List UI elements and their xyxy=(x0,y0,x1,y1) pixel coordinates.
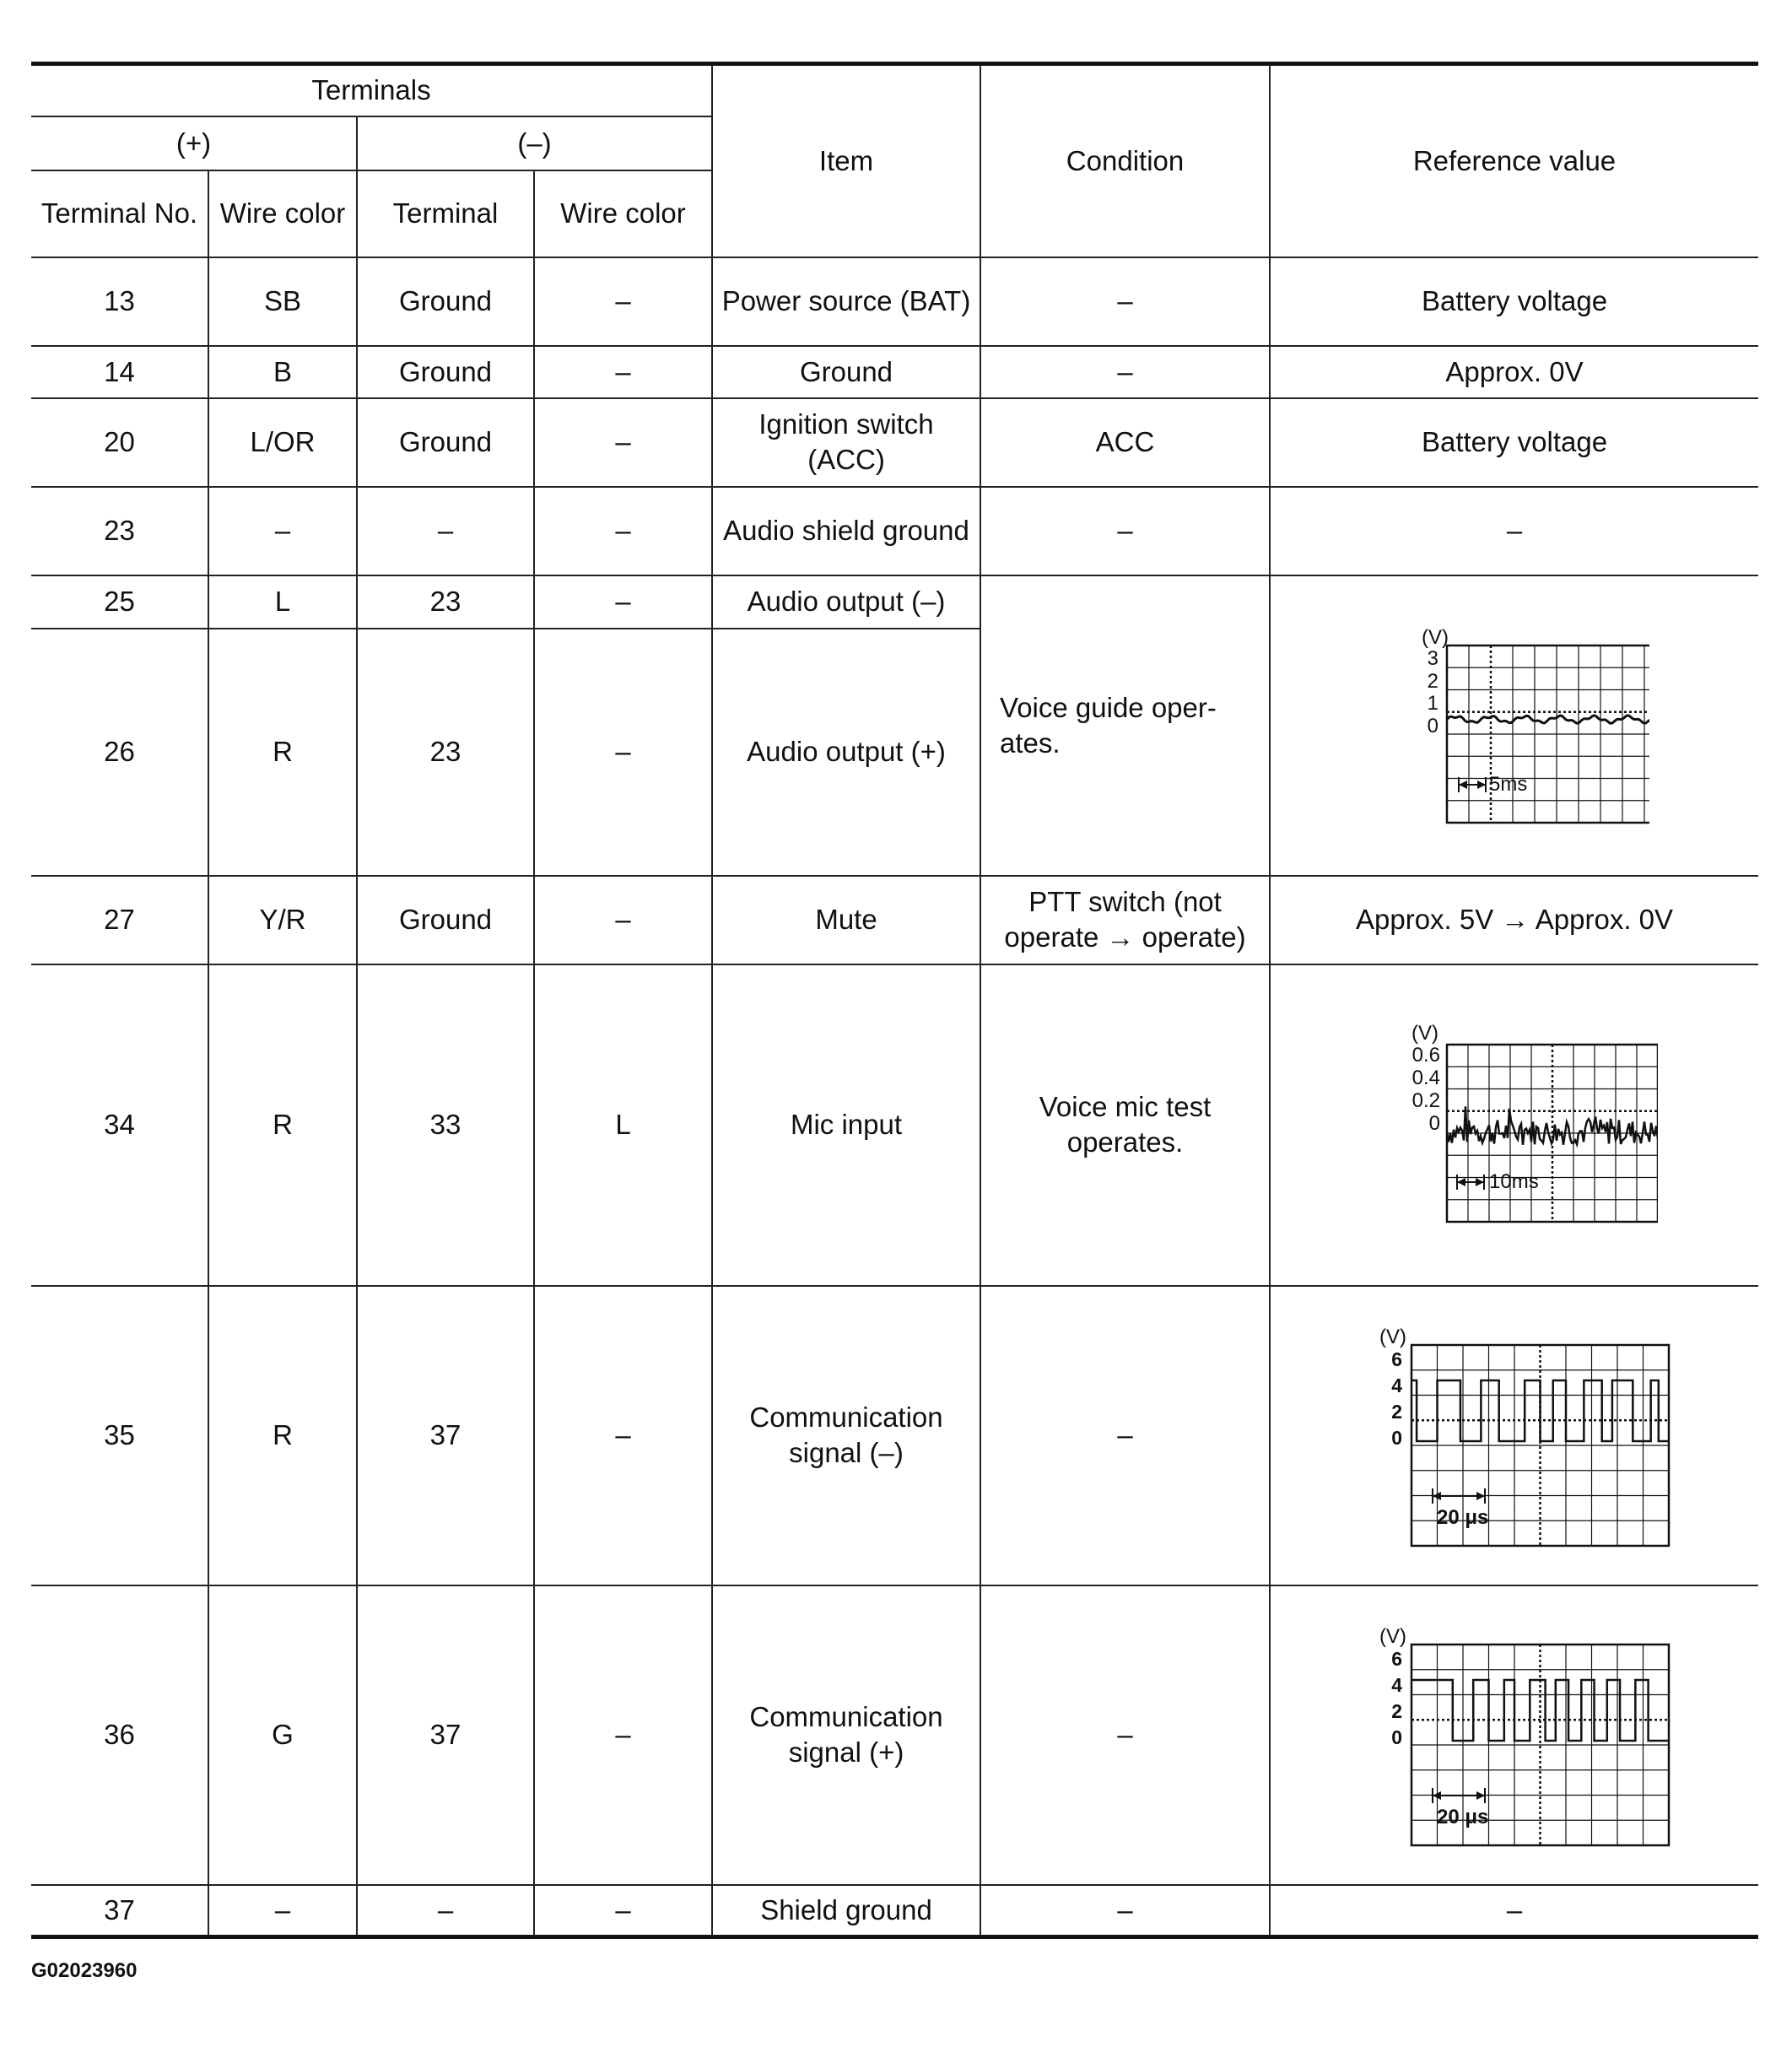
neg-terminal: – xyxy=(357,1885,534,1937)
terminal-no: 35 xyxy=(31,1286,208,1585)
neg-terminal: Ground xyxy=(357,876,534,964)
arrow-head xyxy=(1476,1492,1485,1500)
header-terminal: Terminal xyxy=(357,170,534,257)
neg-terminal: 33 xyxy=(357,964,534,1286)
arrow-head xyxy=(1457,1178,1465,1186)
item: Shield ground xyxy=(712,1885,980,1937)
terminal-no: 25 xyxy=(31,575,208,629)
reference-waveform-cell xyxy=(1270,1286,1758,1585)
waveform-y-tick: 2 xyxy=(1391,1401,1403,1423)
audio-signal-trace xyxy=(1447,715,1649,722)
reference-waveform-cell xyxy=(1270,964,1758,1286)
reference-value: Battery voltage xyxy=(1270,257,1758,346)
condition: Voice guide oper-ates. xyxy=(980,575,1270,876)
arrow-head xyxy=(1477,780,1486,789)
reference-value: Approx. 0V xyxy=(1270,346,1758,398)
waveform-y-tick: 0 xyxy=(1427,714,1439,737)
neg-wire-color: – xyxy=(534,629,712,876)
audio-output-waveform xyxy=(1379,620,1649,831)
header-plus: (+) xyxy=(31,116,357,170)
condition: PTT switch (not operate → operate) xyxy=(980,876,1270,964)
wire-color: R xyxy=(208,1286,357,1585)
header-reference-value: Reference value xyxy=(1270,64,1758,257)
wire-color: SB xyxy=(208,257,357,346)
terminal-no: 27 xyxy=(31,876,208,964)
item: Mute xyxy=(712,876,980,964)
neg-wire-color: – xyxy=(534,257,712,346)
item: Audio shield ground xyxy=(712,487,980,575)
waveform-y-tick: 0.4 xyxy=(1411,1067,1441,1089)
neg-wire-color: – xyxy=(534,876,712,964)
wire-color: – xyxy=(208,487,357,575)
neg-wire-color: – xyxy=(534,1585,712,1885)
waveform-time-label: 20 μs xyxy=(1437,1506,1489,1529)
header-item: Item xyxy=(712,64,980,257)
neg-terminal: Ground xyxy=(357,346,534,398)
table-row xyxy=(31,575,1758,629)
reference-value: Battery voltage xyxy=(1270,398,1758,487)
condition: – xyxy=(980,1286,1270,1585)
table-row xyxy=(31,346,1758,398)
waveform-y-tick: 6 xyxy=(1391,1348,1403,1370)
waveform-unit-label: (V) xyxy=(1422,625,1449,649)
waveform-time-label: 20 μs xyxy=(1437,1806,1489,1828)
table-row xyxy=(31,398,1758,487)
header-minus: (–) xyxy=(357,116,712,170)
condition: – xyxy=(980,346,1270,398)
reference-value: Approx. 5V → Approx. 0V xyxy=(1270,876,1758,964)
item: Communication signal (–) xyxy=(712,1286,980,1585)
terminal-no: 14 xyxy=(31,346,208,398)
neg-terminal: 37 xyxy=(357,1585,534,1885)
figure-id: G02023960 xyxy=(31,1959,138,1982)
table-row xyxy=(31,1885,1758,1937)
table-row xyxy=(31,964,1758,1286)
neg-terminal: 37 xyxy=(357,1286,534,1585)
item: Audio output (+) xyxy=(712,629,980,876)
terminal-no: 26 xyxy=(31,629,208,876)
neg-terminal: – xyxy=(357,487,534,575)
reference-waveform-cell xyxy=(1270,1585,1758,1885)
table-row xyxy=(31,487,1758,575)
neg-wire-color: L xyxy=(534,964,712,1286)
wire-color: Y/R xyxy=(208,876,357,964)
waveform-unit-label: (V) xyxy=(1379,1326,1407,1348)
wire-color: R xyxy=(208,629,357,876)
terminal-no: 20 xyxy=(31,398,208,487)
waveform-y-tick: 1 xyxy=(1427,691,1439,715)
neg-terminal: Ground xyxy=(357,398,534,487)
waveform-y-tick: 0 xyxy=(1428,1112,1441,1135)
header-wire-color-minus: Wire color xyxy=(534,170,712,257)
item: Audio output (–) xyxy=(712,575,980,629)
waveform-y-tick: 4 xyxy=(1391,1674,1403,1696)
wire-color: R xyxy=(208,964,357,1286)
header-condition: Condition xyxy=(980,64,1270,257)
table-row xyxy=(31,876,1758,964)
waveform-unit-label: (V) xyxy=(1411,1022,1439,1045)
reference-value: – xyxy=(1270,487,1758,575)
waveform-y-tick: 0 xyxy=(1391,1726,1403,1748)
condition: – xyxy=(980,257,1270,346)
header-terminals: Terminals xyxy=(31,64,712,116)
neg-terminal: Ground xyxy=(357,257,534,346)
terminal-no: 13 xyxy=(31,257,208,346)
condition: ACC xyxy=(980,398,1270,487)
terminal-no: 34 xyxy=(31,964,208,1286)
table-row xyxy=(31,257,1758,346)
comm-minus-trace xyxy=(1411,1380,1669,1441)
condition: – xyxy=(980,1585,1270,1885)
waveform-y-tick: 0.6 xyxy=(1411,1044,1441,1067)
neg-wire-color: – xyxy=(534,1885,712,1937)
waveform-y-tick: 0.2 xyxy=(1411,1089,1441,1112)
terminal-no: 36 xyxy=(31,1585,208,1885)
neg-wire-color: – xyxy=(534,346,712,398)
communication-plus-waveform xyxy=(1346,1621,1683,1849)
waveform-time-label: 5ms xyxy=(1489,772,1528,796)
waveform-unit-label: (V) xyxy=(1379,1625,1407,1648)
neg-wire-color: – xyxy=(534,1286,712,1585)
waveform-y-tick: 4 xyxy=(1391,1375,1403,1396)
waveform-y-tick: 0 xyxy=(1391,1427,1403,1449)
waveform-time-label: 10ms xyxy=(1489,1170,1539,1193)
wire-color: – xyxy=(208,1885,357,1937)
item: Mic input xyxy=(712,964,980,1286)
neg-wire-color: – xyxy=(534,487,712,575)
neg-terminal: 23 xyxy=(357,629,534,876)
item: Communication signal (+) xyxy=(712,1585,980,1885)
terminal-reference-table xyxy=(31,62,1758,1939)
terminal-no: 23 xyxy=(31,487,208,575)
header-terminal-no: Terminal No. xyxy=(31,170,208,257)
table-row xyxy=(31,1585,1758,1885)
neg-wire-color: – xyxy=(534,575,712,629)
waveform-y-tick: 2 xyxy=(1427,669,1439,693)
waveform-y-tick: 6 xyxy=(1391,1648,1403,1670)
condition: – xyxy=(980,1885,1270,1937)
arrow-head xyxy=(1476,1178,1484,1186)
neg-wire-color: – xyxy=(534,398,712,487)
reference-value: – xyxy=(1270,1885,1758,1937)
waveform-y-tick: 3 xyxy=(1427,646,1439,670)
header-wire-color: Wire color xyxy=(208,170,357,257)
mic-input-waveform xyxy=(1371,1019,1658,1230)
terminal-reference-table-wrapper xyxy=(31,62,1758,1939)
terminal-no: 37 xyxy=(31,1885,208,1937)
wire-color: G xyxy=(208,1585,357,1885)
arrow-head xyxy=(1476,1791,1485,1800)
condition: – xyxy=(980,487,1270,575)
table-row xyxy=(31,1286,1758,1585)
item: Power source (BAT) xyxy=(712,257,980,346)
item: Ground xyxy=(712,346,980,398)
wire-color: L/OR xyxy=(208,398,357,487)
item: Ignition switch (ACC) xyxy=(712,398,980,487)
condition: Voice mic test operates. xyxy=(980,964,1270,1286)
communication-minus-waveform xyxy=(1346,1321,1683,1549)
wire-color: L xyxy=(208,575,357,629)
arrow-head xyxy=(1459,780,1467,789)
wire-color: B xyxy=(208,346,357,398)
waveform-y-tick: 2 xyxy=(1391,1700,1403,1722)
header-row-1 xyxy=(31,64,1758,116)
reference-waveform-cell xyxy=(1270,575,1758,876)
neg-terminal: 23 xyxy=(357,575,534,629)
